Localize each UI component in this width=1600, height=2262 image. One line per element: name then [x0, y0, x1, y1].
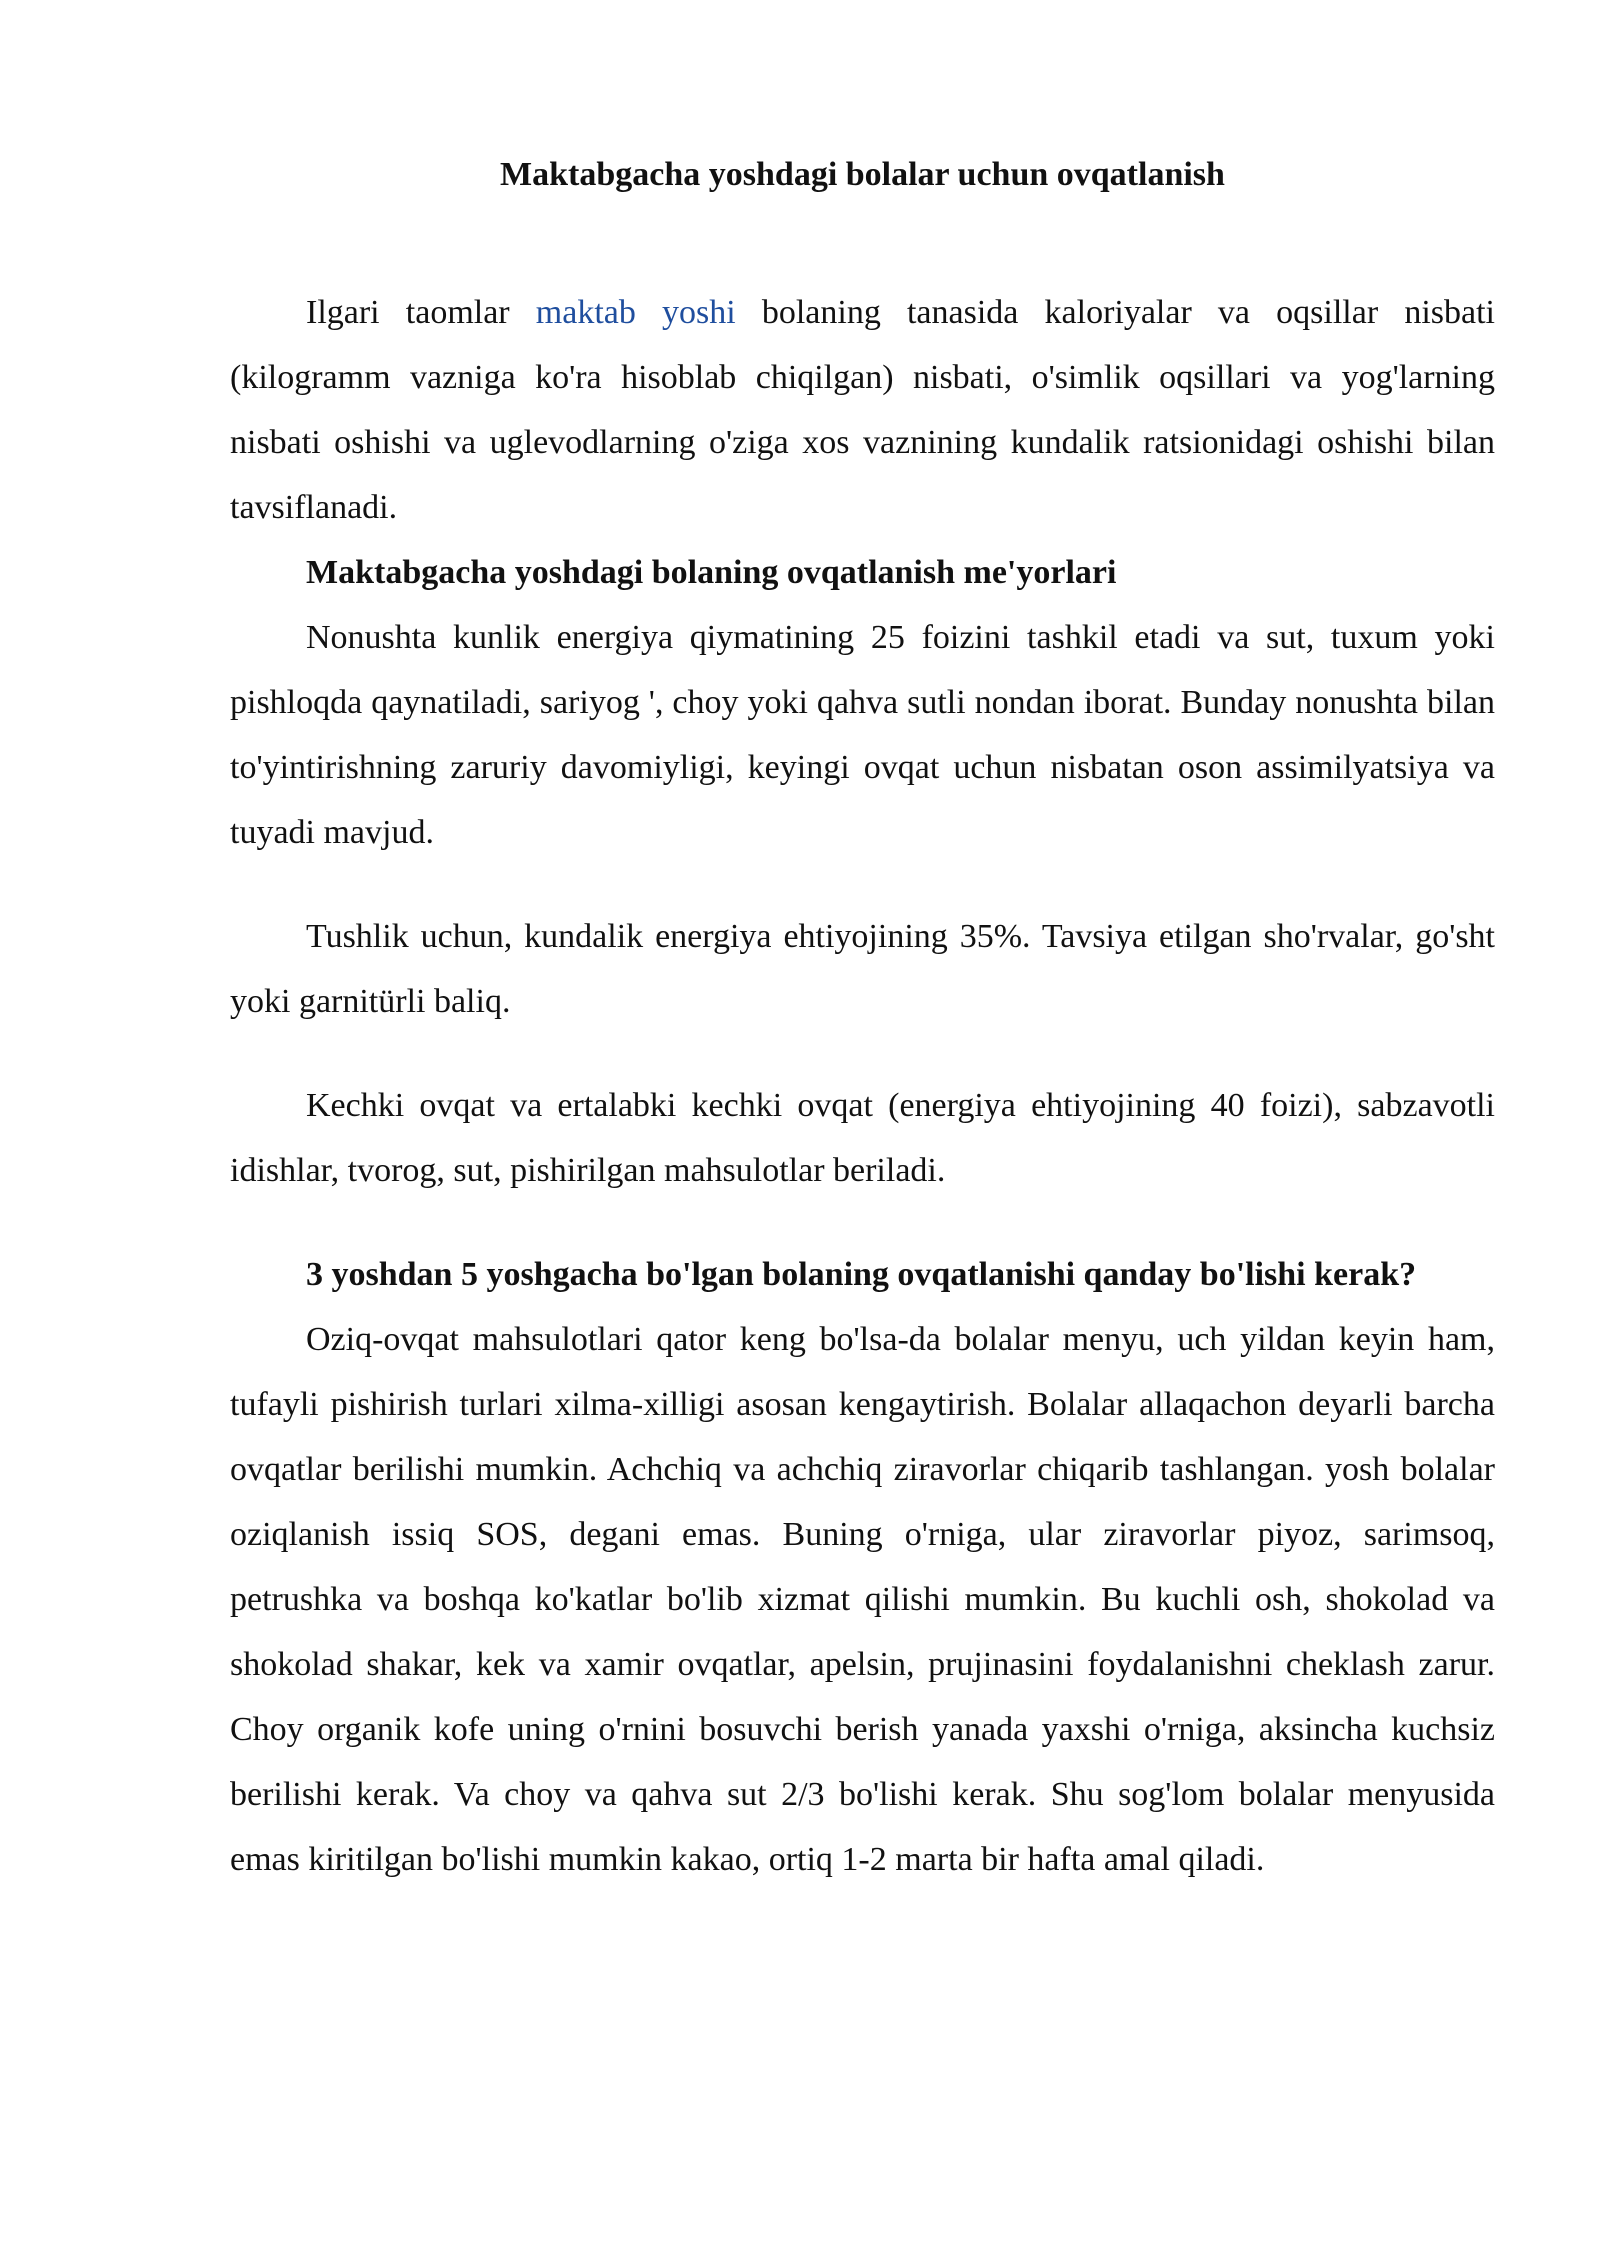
- breakfast-paragraph: Nonushta kunlik energiya qiymatining 25 foizini tashkil etadi va sut, tuxum yoki pishloqda qaynatiladi, sariyog ', choy yoki qahva sutli nondan iborat. Bunday nonushta bilan to'yintirishning zaruriy davomiyligi, keyingi ovqat uchun nisbatan oson assimilyatsiya va tuyadi mavjud.: [230, 619, 1495, 851]
- age-paragraph: Oziq-ovqat mahsulotlari qator keng bo'lsa-da bolalar menyu, uch yildan keyin ham, tufayli pishirish turlari xilma-xilligi asosan kengaytirish. Bolalar allaqachon deyarli barcha ovqatlar berilishi mumkin. Achchiq va achchiq ziravorlar chiqarib tashlangan. yosh bolalar oziqlanish issiq SOS, degani emas. Buning o'rniga, ular ziravorlar piyoz, sarimsoq, petrushka va boshqa ko'katlar bo'lib xizmat qilishi mumkin. Bu kuchli osh, shokolad va shokolad shakar, kek va xamir ovqatlar, apelsin, prujinasini foydalanishni cheklash zarur. Choy organik kofe uning o'rnini bosuvchi berish yanada yaxshi o'rniga, aksincha kuchsiz berilishi kerak. Va choy va qahva sut 2/3 bo'lishi kerak. Shu sog'lom bolalar menyusida emas kiritilgan bo'lishi mumkin kakao, ortiq 1-2 marta bir hafta amal qiladi.: [230, 1321, 1495, 1878]
- document-body: [230, 280, 1495, 1892]
- lunch-paragraph: Tushlik uchun, kundalik energiya ehtiyojining 35%. Tavsiya etilgan sho'rvalar, go'sht yoki garnitürli baliq.: [230, 918, 1495, 1020]
- age-heading: 3 yoshdan 5 yoshgacha bo'lgan bolaning ovqatlanishi qanday bo'lishi kerak?: [306, 1256, 1417, 1293]
- document-title: Maktabgacha yoshdagi bolalar uchun ovqatlanish: [500, 156, 1225, 193]
- norms-heading: Maktabgacha yoshdagi bolaning ovqatlanish me'yorlari: [306, 554, 1117, 591]
- intro-text-end: bolaning tanasida kaloriyalar va oqsillar nisbati (kilogramm vazniga ko'ra hisoblab chiqilgan) nisbati, o'simlik oqsillari va yog'larning nisbati oshishi va uglevodlarning o'ziga xos vaznining kundalik ratsionidagi oshishi bilan tavsiflanadi.: [230, 294, 1495, 526]
- dinner-paragraph: Kechki ovqat va ertalabki kechki ovqat (energiya ehtiyojining 40 foizi), sabzavotli idishlar, tvorog, sut, pishirilgan mahsulotlar beriladi.: [230, 1087, 1495, 1189]
- intro-text-start: Ilgari taomlar: [306, 294, 536, 331]
- maktab-yoshi-link[interactable]: maktab yoshi: [535, 294, 736, 331]
- intro-paragraph: [230, 280, 1495, 540]
